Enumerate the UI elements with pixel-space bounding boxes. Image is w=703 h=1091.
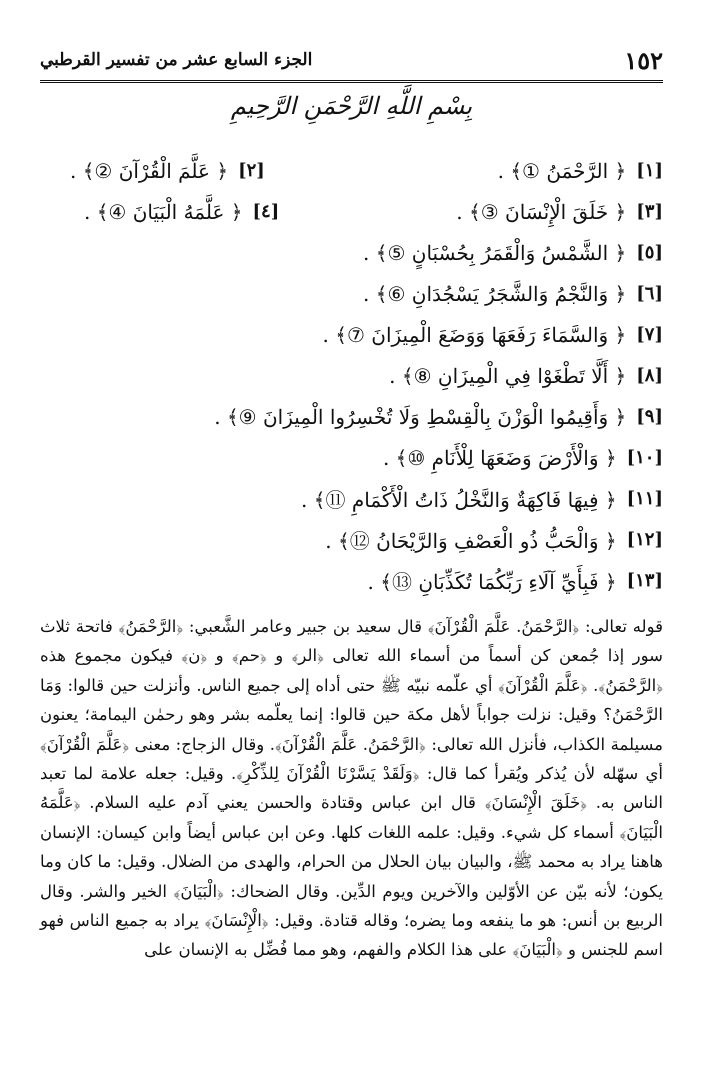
verse-text: ﴿ عَلَّمَ الْقُرْآنَ ②﴾ . [70, 158, 229, 183]
verse-row [40, 355, 663, 396]
verse-text: ﴿ وَالسَّمَاءَ رَفَعَهَا وَوَضَعَ الْمِيزَانَ ⑦﴾ . [322, 322, 627, 347]
verse-number: [١٢] [626, 529, 663, 550]
verse-list [40, 150, 663, 601]
verse-text: ﴿ خَلَقَ الْإِنْسَانَ ③﴾ . [456, 199, 627, 224]
verse-row [40, 396, 663, 437]
verse-number: [١٣] [626, 570, 663, 591]
verse-number: [١] [636, 160, 663, 181]
verse-row [40, 560, 663, 601]
commentary-text [40, 612, 663, 965]
commentary-paragraph: قوله تعالى: ﴿الرَّحْمَنُ. عَلَّمَ الْقُرْآنَ﴾ قال سعيد بن جبير وعامر الشَّعبي: ﴿الرَّحْمَنُ﴾ فاتحة ثلاث سور إذا جُمعن كن أسماً من أسماء الله تعالى ﴿الر﴾ و ﴿حم﴾ و ﴿ن﴾ فيكون مجموع هذه ﴿الرَّحْمَنُ﴾. ﴿عَلَّمَ الْقُرْآنَ﴾ أي علّمه نبيّه ﷺ حتى أداه إلى جميع الناس. وأنزلت حين قالوا: وَمَا الرَّحْمَنُ؟ وقيل: نزلت جواباً لأهل مكة حين قالوا: إنما يعلّمه بشر وهو رحمٰن اليمامة؛ يعنون مسيلمة الكذاب، فأنزل الله تعالى: ﴿الرَّحْمَنُ. عَلَّمَ الْقُرْآنَ﴾. وقال الزجاج: معنى ﴿عَلَّمَ الْقُرْآنَ﴾ أي سهّله لأن يُذكر ويُقرأ كما قال: ﴿وَلَقَدْ يَسَّرْنَا الْقُرْآنَ لِلذِّكْرِ﴾. وقيل: جعله علامة لما تعبد الناس به. ﴿خَلَقَ الْإِنْسَانَ﴾ قال ابن عباس وقتادة والحسن يعني آدم عليه السلام. ﴿عَلَّمَهُ الْبَيَانَ﴾ أسماء كل شيء. وقيل: علمه اللغات كلها. وعن ابن عباس أيضاً وابن كيسان: الإنسان هاهنا يراد به محمد ﷺ، والبيان بيان الحلال من الحرام، والهدى من الضلال. وقيل: ما كان وما يكون؛ لأنه بيّن عن الأوّلين والآخرين ويوم الدِّين. وقال الضحاك: ﴿الْبَيَانَ﴾ الخير والشر. وقال الربيع بن أنس: هو ما ينفعه وما يضره؛ وقاله قتادة. وقيل: ﴿الْإِنْسَانَ﴾ يراد به جميع الناس فهو اسم للجنس و ﴿الْبَيَانَ﴾ على هذا الكلام والفهم، وهو مما فُضِّل به الإنسان على [40, 617, 663, 960]
verse-row [40, 273, 663, 314]
verse-number: [١١] [626, 488, 663, 509]
verse-number: [٣] [636, 201, 663, 222]
verse-number: [٧] [636, 324, 663, 345]
verse-text: ﴿ عَلَّمَهُ الْبَيَانَ ④﴾ . [84, 199, 243, 224]
page-number: ١٥٢ [624, 45, 663, 75]
verse-text: ﴿ وَالْأَرْضَ وَضَعَهَا لِلْأَنَامِ ⑩﴾ . [382, 445, 617, 470]
verse-number: [١٠] [626, 447, 663, 468]
verse-text: ﴿ فِيهَا فَاكِهَةٌ وَالنَّخْلُ ذَاتُ الْأَكْمَامِ ⑪﴾ . [301, 488, 617, 512]
verse-number: [٩] [636, 406, 663, 427]
verse-item [70, 159, 265, 183]
verse-text: ﴿ الشَّمْسُ وَالْقَمَرُ بِحُسْبَانٍ ⑤﴾ . [363, 240, 627, 265]
verse-number: [٨] [636, 365, 663, 386]
verse-row [40, 150, 663, 191]
verse-text: ﴿ وَالْحَبُّ ذُو الْعَصْفِ وَالرَّيْحَانُ ⑫﴾ . [325, 529, 617, 553]
verse-row [40, 232, 663, 273]
running-head: الجزء السابع عشر من تفسير القرطبي [40, 50, 313, 70]
verse-text: ﴿ فَبِأَيِّ آلَاءِ رَبِّكُمَا تُكَذِّبَانِ ⑬﴾ . [367, 570, 617, 594]
verse-text: ﴿ الرَّحْمَنُ ①﴾ . [497, 158, 627, 183]
verse-row [40, 437, 663, 478]
verse-text: ﴿ وَأَقِيمُوا الْوَزْنَ بِالْقِسْطِ وَلَا تُخْسِرُوا الْمِيزَانَ ⑨﴾ . [214, 404, 627, 429]
verse-row [40, 519, 663, 560]
verse-text: ﴿ أَلَّا تَطْغَوْا فِي الْمِيزَانِ ⑧﴾ . [389, 363, 627, 388]
verse-row [40, 478, 663, 519]
verse-number: [٥] [636, 242, 663, 263]
verse-item [456, 200, 663, 224]
verse-number: [٢] [238, 160, 265, 181]
verse-item [498, 159, 663, 183]
verse-number: [٦] [636, 283, 663, 304]
verse-row [40, 191, 663, 232]
verse-number: [٤] [252, 201, 280, 222]
verse-row [40, 314, 663, 355]
page-header [40, 42, 663, 78]
verse-item [84, 200, 279, 224]
basmala: بِسْمِ اللَّهِ الرَّحْمَنِ الرَّحِيمِ [230, 92, 473, 120]
header-rule [40, 80, 663, 83]
verse-text: ﴿ وَالنَّجْمُ وَالشَّجَرُ يَسْجُدَانِ ⑥﴾ . [363, 281, 627, 306]
